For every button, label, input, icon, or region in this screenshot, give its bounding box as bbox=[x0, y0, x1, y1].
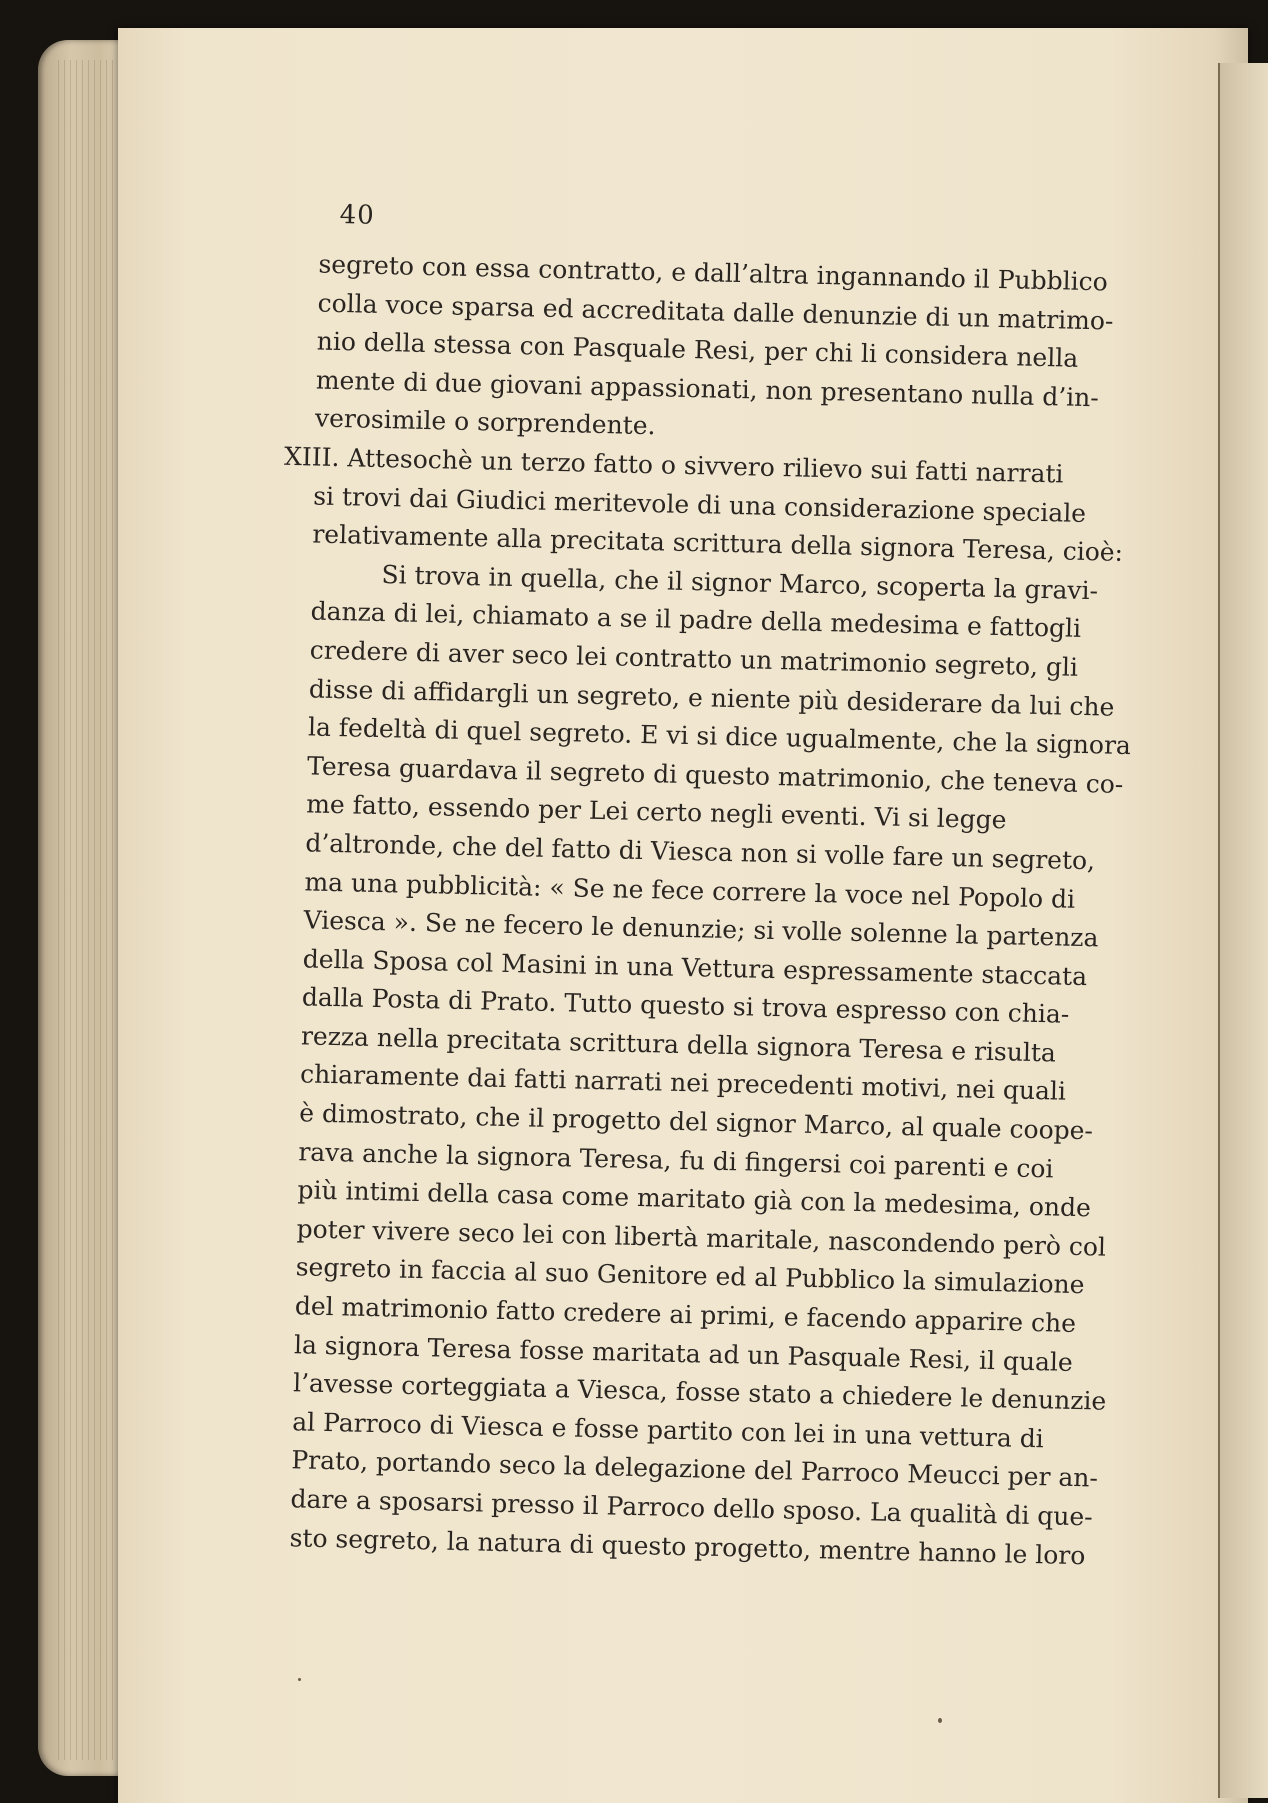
paper-speck bbox=[938, 1718, 942, 1723]
text-line: dare a sposarsi presso il Parroco dello sposo. La qualità di que- bbox=[290, 1484, 1093, 1532]
text-line: si trovi dai Giudici meritevole di una considerazione speciale bbox=[312, 481, 1087, 528]
text-line: Si trova in quella, che il signor Marco, scoperta la gravi- bbox=[381, 559, 1099, 606]
text-line: della Sposa col Masini in una Vettura espressamente staccata bbox=[302, 944, 1088, 991]
text-line: mente di due giovani appassionati, non presentano nulla d’in- bbox=[315, 365, 1100, 413]
page-text bbox=[283, 200, 1132, 1676]
text-line: poter vivere seco lei con libertà maritale, nascondendo però col bbox=[296, 1214, 1107, 1262]
text-line: più intimi della casa come maritato già con la medesima, onde bbox=[297, 1175, 1092, 1223]
text-line: segreto in faccia al suo Genitore ed al Pubblico la simulazione bbox=[295, 1252, 1085, 1300]
text-line: al Parroco di Viesca e fosse partito con lei in una vettura di bbox=[291, 1407, 1045, 1454]
text-line: del matrimonio fatto credere ai primi, e facendo apparire che bbox=[294, 1291, 1077, 1339]
text-line: ma una pubblicità: « Se ne fece correre la voce nel Popolo di bbox=[304, 866, 1076, 914]
text-line: è dimostrato, che il progetto del signor Marco, al quale coope- bbox=[298, 1098, 1094, 1146]
text-lines bbox=[283, 246, 1132, 1573]
paper-speck bbox=[298, 1678, 301, 1681]
page-number: 40 bbox=[339, 200, 376, 231]
text-line: credere di aver seco lei contratto un matrimonio segreto, gli bbox=[309, 635, 1079, 682]
text-line: Teresa guardava il segreto di questo matrimonio, che teneva co- bbox=[306, 751, 1124, 799]
text-line: colla voce sparsa ed accreditata dalle denunzie di un matrimo- bbox=[317, 288, 1114, 336]
text-line: XIII. Attesochè un terzo fatto o sivvero rilievo sui fatti narrati bbox=[283, 441, 1064, 489]
text-line: verosimile o sorprendente. bbox=[314, 403, 656, 441]
text-line: la fedeltà di quel segreto. E vi si dice ugualmente, che la signora bbox=[307, 712, 1132, 761]
text-line: dalla Posta di Prato. Tutto questo si trova espresso con chia- bbox=[301, 982, 1070, 1030]
adjacent-page-edge bbox=[1218, 63, 1268, 1798]
text-line: l’avesse corteggiata a Viesca, fosse stato a chiedere le denunzie bbox=[292, 1368, 1107, 1416]
text-line: rezza nella precitata scrittura della signora Teresa e risulta bbox=[300, 1021, 1057, 1068]
text-line: relativamente alla precitata scrittura della signora Teresa, cioè: bbox=[312, 519, 1124, 568]
text-line: nio della stessa con Pasquale Resi, per chi li considera nella bbox=[316, 326, 1079, 373]
text-line: danza di lei, chiamato a se il padre della medesima e fattogli bbox=[310, 596, 1082, 644]
text-line: segreto con essa contratto, e dall’altra ingannando il Pubblico bbox=[318, 249, 1109, 297]
text-line: Viesca ». Se ne fecero le denunzie; si volle solenne la partenza bbox=[303, 905, 1099, 953]
text-line: sto segreto, la natura di questo progetto, mentre hanno le loro bbox=[289, 1522, 1086, 1570]
text-line: chiaramente dai fatti narrati nei precedenti motivi, nei quali bbox=[299, 1059, 1067, 1107]
text-line: disse di affidargli un segreto, e niente più desiderare da lui che bbox=[308, 673, 1115, 722]
text-line: Prato, portando seco la delegazione del Parroco Meucci per an- bbox=[291, 1445, 1099, 1493]
text-line: la signora Teresa fosse maritata ad un Pasquale Resi, il quale bbox=[293, 1329, 1074, 1377]
text-line: rava anche la signora Teresa, fu di fingersi coi parenti e coi bbox=[298, 1136, 1054, 1184]
text-line: me fatto, essendo per Lei certo negli eventi. Vi si legge bbox=[305, 789, 1007, 835]
text-line: d’altronde, che del fatto di Viesca non si volle fare un segreto, bbox=[305, 828, 1096, 876]
